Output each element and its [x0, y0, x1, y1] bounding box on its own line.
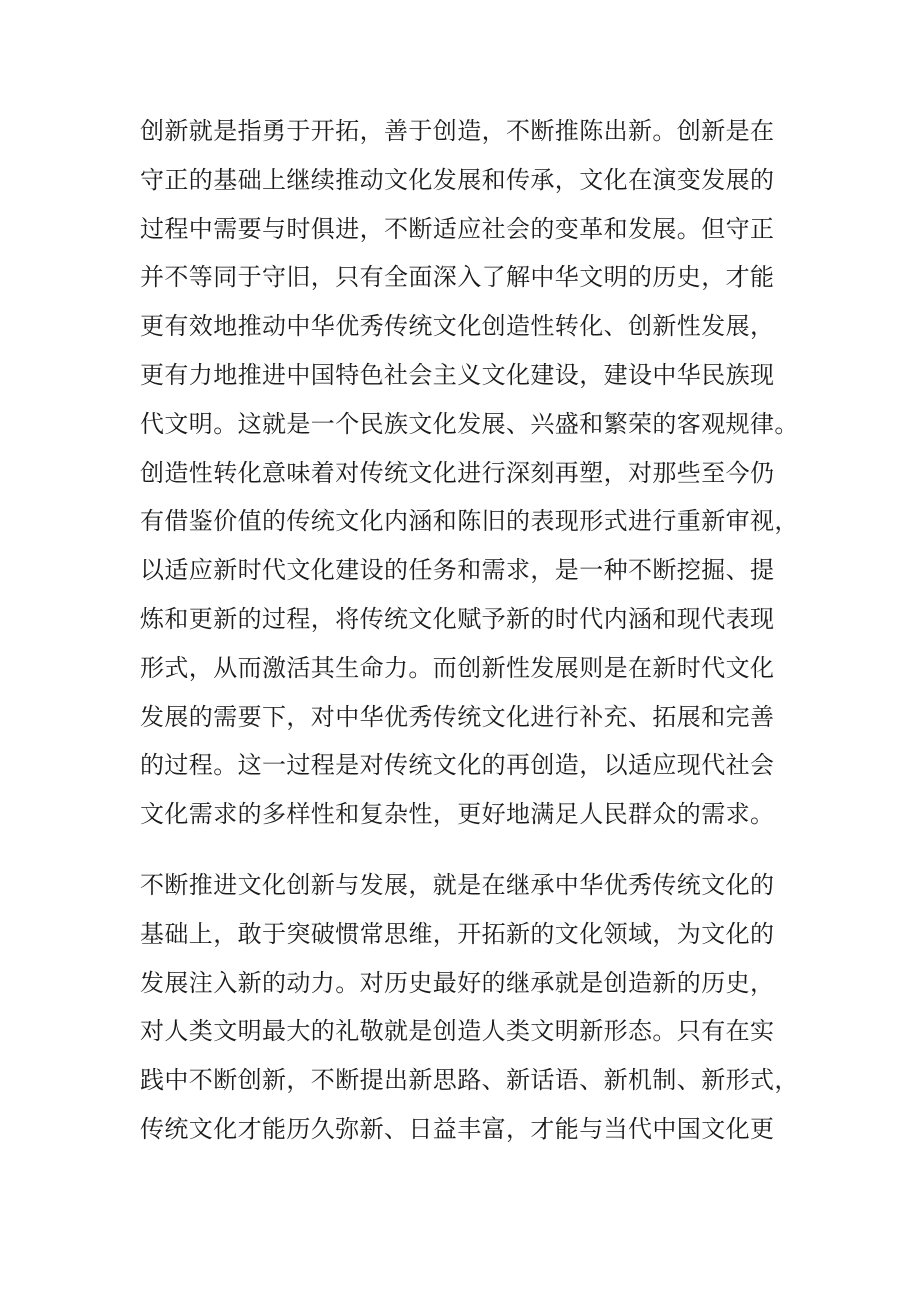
text-line: 形式，从而激活其生命力。而创新性发展则是在新时代文化 [140, 653, 775, 682]
text-line: 文化需求的多样性和复杂性，更好地满足人民群众的需求。 [140, 800, 775, 829]
text-line: 的过程。这一过程是对传统文化的再创造，以适应现代社会 [140, 751, 775, 780]
text-line: 并不等同于守旧，只有全面深入了解中华文明的历史，才能 [140, 263, 775, 292]
text-line: 发展的需要下，对中华优秀传统文化进行补充、拓展和完善 [140, 702, 775, 731]
text-line: 创新就是指勇于开拓，善于创造，不断推陈出新。创新是在 [140, 117, 775, 145]
text-line: 对人类文明最大的礼敬就是创造人类文明新形态。只有在实 [140, 1017, 775, 1046]
paragraph-cultural-development [140, 861, 799, 1154]
text-line: 创造性转化意味着对传统文化进行深刻再塑，对那些至今仍 [140, 458, 775, 487]
text-line: 更有效地推动中华优秀传统文化创造性转化、创新性发展， [140, 312, 775, 341]
paragraph-innovation-definition [140, 107, 799, 839]
text-line: 以适应新时代文化建设的任务和需求，是一种不断挖掘、提 [140, 556, 775, 585]
text-line: 守正的基础上继续推动文化发展和传承，文化在演变发展的 [140, 165, 775, 194]
text-line: 代文明。这就是一个民族文化发展、兴盛和繁荣的客观规律。 [140, 409, 799, 438]
text-line: 践中不断创新，不断提出新思路、新话语、新机制、新形式， [140, 1066, 799, 1095]
text-line: 基础上，敢于突破惯常思维，开拓新的文化领域，为文化的 [140, 919, 775, 948]
text-line: 不断推进文化创新与发展，就是在继承中华优秀传统文化的 [140, 871, 775, 899]
text-line: 炼和更新的过程，将传统文化赋予新的时代内涵和现代表现 [140, 604, 775, 633]
text-line: 发展注入新的动力。对历史最好的继承就是创造新的历史， [140, 968, 775, 997]
text-line: 更有力地推进中国特色社会主义文化建设，建设中华民族现 [140, 360, 775, 389]
text-line: 过程中需要与时俱进，不断适应社会的变革和发展。但守正 [140, 214, 775, 243]
text-line: 有借鉴价值的传统文化内涵和陈旧的表现形式进行重新审视， [140, 507, 799, 536]
text-line: 传统文化才能历久弥新、日益丰富，才能与当代中国文化更 [140, 1114, 775, 1143]
